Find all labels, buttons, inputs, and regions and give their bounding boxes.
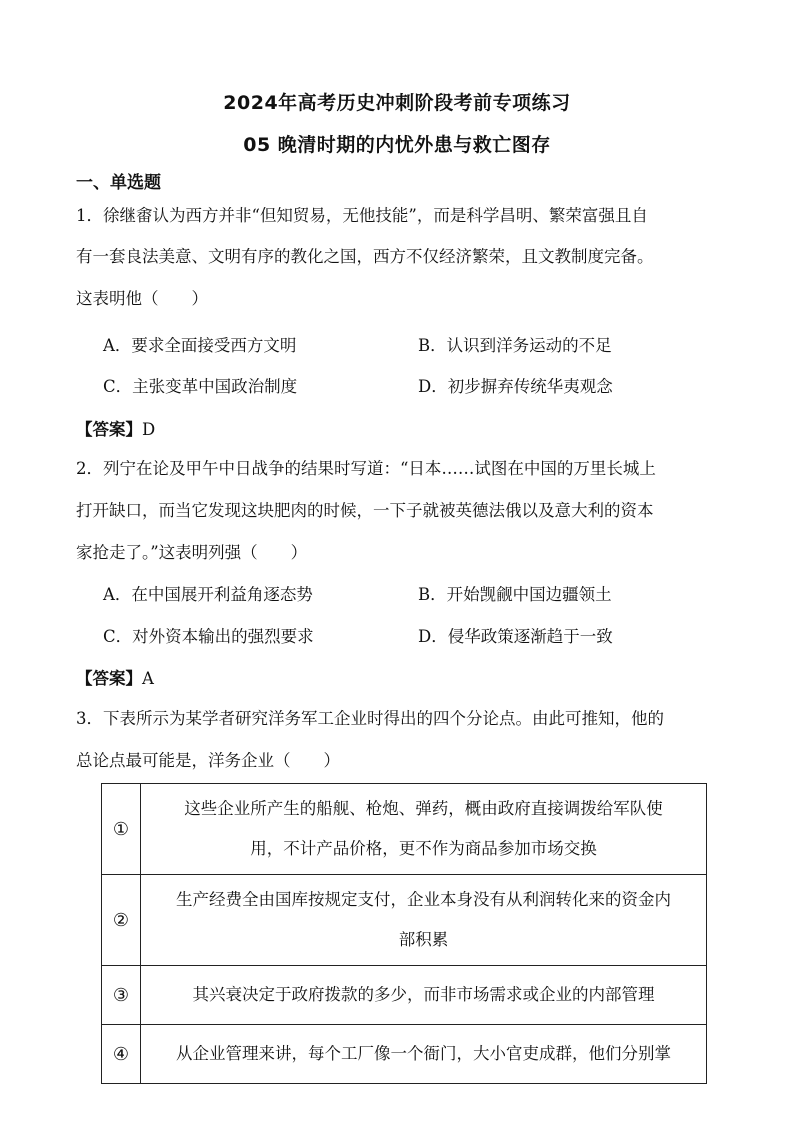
point-text-line: 生产经费全由国库按规定支付，企业本身没有从利润转化来的资金内 [176,890,671,909]
question-1-option-c[interactable]: C．主张变革中国政治制度 [103,377,298,396]
question-2-line-2: 打开缺口，而当它发现这块肥肉的时候，一下子就被英德法俄以及意大利的资本 [76,501,654,520]
question-1-line-3: 这表明他（ ） [76,289,208,308]
point-text [141,784,707,875]
point-text-line: 部积累 [398,930,449,949]
table-row [102,966,707,1025]
question-1-option-a[interactable]: A．要求全面接受西方文明 [103,336,297,355]
question-2-answer [76,667,154,691]
points-table [101,783,707,1084]
point-text-line: 这些企业所产生的船舰、枪炮、弹药，概由政府直接调拨给军队使 [184,799,663,818]
document-subtitle: 05 晚清时期的内忧外患与救亡图存 [243,134,551,156]
point-text-line: 用，不计产品价格，更不作为商品参加市场交换 [250,839,597,858]
section-heading: 一、单选题 [76,173,161,193]
point-text: 从企业管理来讲，每个工厂像一个衙门，大小官吏成群，他们分别掌 [141,1025,707,1084]
question-1-option-b[interactable]: B．认识到洋务运动的不足 [418,336,612,355]
question-1-line-1: 1．徐继畬认为西方并非“但知贸易，无他技能”，而是科学昌明、繁荣富强且自 [76,206,648,225]
question-2-option-c[interactable]: C．对外资本输出的强烈要求 [103,627,314,646]
table-row [102,784,707,875]
question-2-option-b[interactable]: B．开始觊觎中国边疆领土 [418,585,612,604]
question-1-option-d[interactable]: D．初步摒弃传统华夷观念 [418,377,613,396]
answer-value: A [142,669,154,688]
table-row [102,875,707,966]
point-number: ④ [102,1025,141,1084]
document-title: 2024年高考历史冲刺阶段考前专项练习 [223,92,571,114]
answer-value: D [142,420,156,439]
question-1-line-2: 有一套良法美意、文明有序的教化之国，西方不仅经济繁荣，且文教制度完备。 [76,247,654,266]
point-text [141,875,707,966]
table-row [102,1025,707,1084]
point-number: ③ [102,966,141,1025]
question-2-option-d[interactable]: D．侵华政策逐渐趋于一致 [418,627,613,646]
point-number: ① [102,784,141,875]
point-text: 其兴衰决定于政府拨款的多少，而非市场需求或企业的内部管理 [141,966,707,1025]
point-number: ② [102,875,141,966]
question-3-line-2: 总论点最可能是，洋务企业（ ） [76,751,340,770]
question-2-line-3: 家抢走了。”这表明列强（ ） [76,543,308,562]
question-2-option-a[interactable]: A．在中国展开利益角逐态势 [103,585,313,604]
question-3-line-1: 3．下表所示为某学者研究洋务军工企业时得出的四个分论点。由此可推知，他的 [76,709,664,728]
answer-label: 【答案】 [76,420,142,439]
question-1-answer [76,418,155,442]
question-2-line-1: 2．列宁在论及甲午中日战争的结果时写道：“日本……试图在中国的万里长城上 [76,459,656,478]
answer-label: 【答案】 [76,669,142,688]
